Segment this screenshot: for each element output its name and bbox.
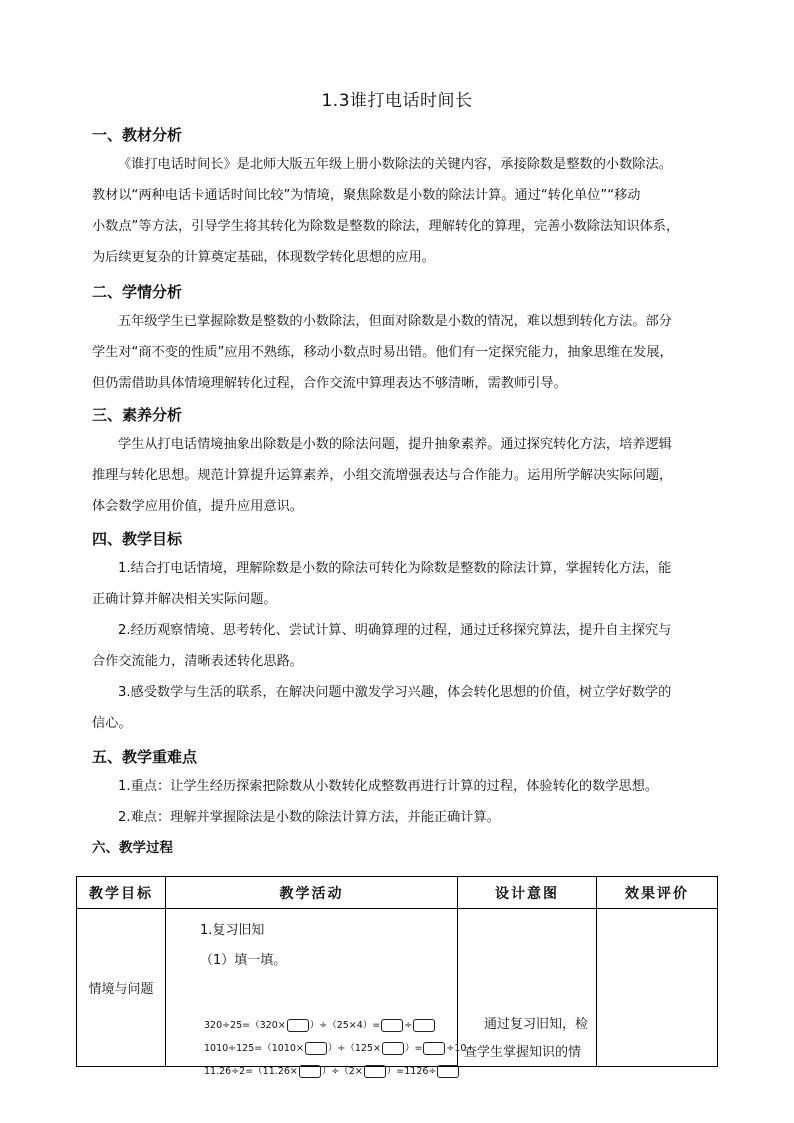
section-heading-process: 六、教学过程 [92,840,173,856]
paragraph-line: 五年级学生已掌握除数是整数的小数除法，但面对除数是小数的情况，难以想到转化方法。部分 [118,314,672,329]
paragraph-line: 推理与转化思想。规范计算提升运算素养，小组交流增强表达与合作能力。运用所学解决实际问题， [92,468,673,483]
paragraph-line: 体会数学应用价值，提升应用意识。 [92,499,303,514]
paragraph-line: 学生对“商不变的性质”应用不熟练，移动小数点时易出错。他们有一定探究能力，抽象思维在发展， [92,345,673,360]
paragraph-line: 1.重点：让学生经历探索把除数从小数转化成整数再进行计算的过程，体验转化的数学思想。 [118,779,659,794]
paragraph-line: 正确计算并解决相关实际问题。 [92,592,277,607]
section-heading-literacy: 三、素养分析 [92,406,183,424]
intent-text: 通过复习旧知，检 [484,1017,589,1032]
section-body-key-points [92,771,704,833]
paragraph-line: 学生从打电话情境抽象出除数是小数的除法问题，提升抽象素养。通过探究转化方法，培养逻辑 [118,437,672,452]
paragraph-line: 1.结合打电话情境，理解除数是小数的除法可转化为除数是整数的除法计算，掌握转化方法，能 [118,561,672,576]
table-row [77,909,718,1067]
paragraph-line: 但仍需借助具体情境理解转化过程，合作交流中算理表达不够清晰，需教师引导。 [92,376,567,391]
paragraph-line: 小数点”等方法，引导学生将其转化为除数是整数的除法，理解转化的算理，完善小数除法知识体系， [92,219,680,234]
table-header-row [77,877,718,909]
answer-box[interactable] [413,1019,435,1032]
document-title: 1.3谁打电话时间长 [321,91,473,111]
section-heading-students: 二、学情分析 [92,283,183,301]
activity-cell [166,909,467,1077]
section-body-literacy [92,429,704,522]
intent-cell [458,909,597,1067]
paragraph-line: 为后续更复杂的计算奠定基础，体现数学转化思想的应用。 [92,250,435,265]
paragraph-line: 教材以“两种电话卡通话时间比较”为情境，聚焦除数是小数的除法计算。通过“转化单位”“移动 [92,188,641,203]
paragraph-line: 合作交流能力，清晰表述转化思路。 [92,654,303,669]
evaluation-cell [597,909,718,1067]
answer-box[interactable] [287,1019,309,1032]
paragraph-line: 2.难点：理解并掌握除法是小数的除法计算方法，并能正确计算。 [118,810,500,825]
answer-box[interactable] [381,1019,403,1032]
activity-subtitle: （1）填一填。 [200,953,287,968]
header-evaluation: 效果评价 [597,877,718,909]
equation-line: 1010÷125=（1010× ）÷（125× ）= ÷10 [204,1043,467,1054]
section-body-students [92,306,704,399]
section-body-material [92,149,704,273]
answer-box[interactable] [364,1065,386,1078]
equation-line: 320÷25=（320× ）÷（25×4）= ÷ [204,1017,436,1032]
header-goal: 教学目标 [77,877,166,909]
header-intent: 设计意图 [458,877,597,909]
goal-cell: 情境与问题 [77,909,166,1067]
section-body-objectives [92,553,704,739]
answer-box[interactable] [305,1042,327,1055]
intent-text: 查学生掌握知识的情 [464,1045,582,1060]
paragraph-line: 《谁打电话时间长》是北师大版五年级上册小数除法的关键内容，承接除数是整数的小数除法。 [118,157,672,172]
activity-title: 1.复习旧知 [200,923,265,938]
paragraph-line: 2.经历观察情境、思考转化、尝试计算、明确算理的过程，通过迁移探究算法，提升自主探究与 [118,623,672,638]
paragraph-line: 信心。 [92,716,132,731]
answer-box[interactable] [299,1065,321,1078]
equation-line: 11.26÷2=（11.26× ）÷（2× ）=1126÷ [204,1063,460,1078]
answer-box[interactable] [382,1042,404,1055]
section-heading-key-points: 五、教学重难点 [92,748,198,766]
paragraph-line: 3.感受数学与生活的联系，在解决问题中激发学习兴趣，体会转化思想的价值，树立学好数学的 [118,685,672,700]
answer-box[interactable] [437,1065,459,1078]
teaching-process-table [76,876,718,1077]
header-activity: 教学活动 [166,877,458,909]
section-heading-material: 一、教材分析 [92,126,183,144]
section-heading-objectives: 四、教学目标 [92,530,183,548]
answer-box[interactable] [423,1042,445,1055]
